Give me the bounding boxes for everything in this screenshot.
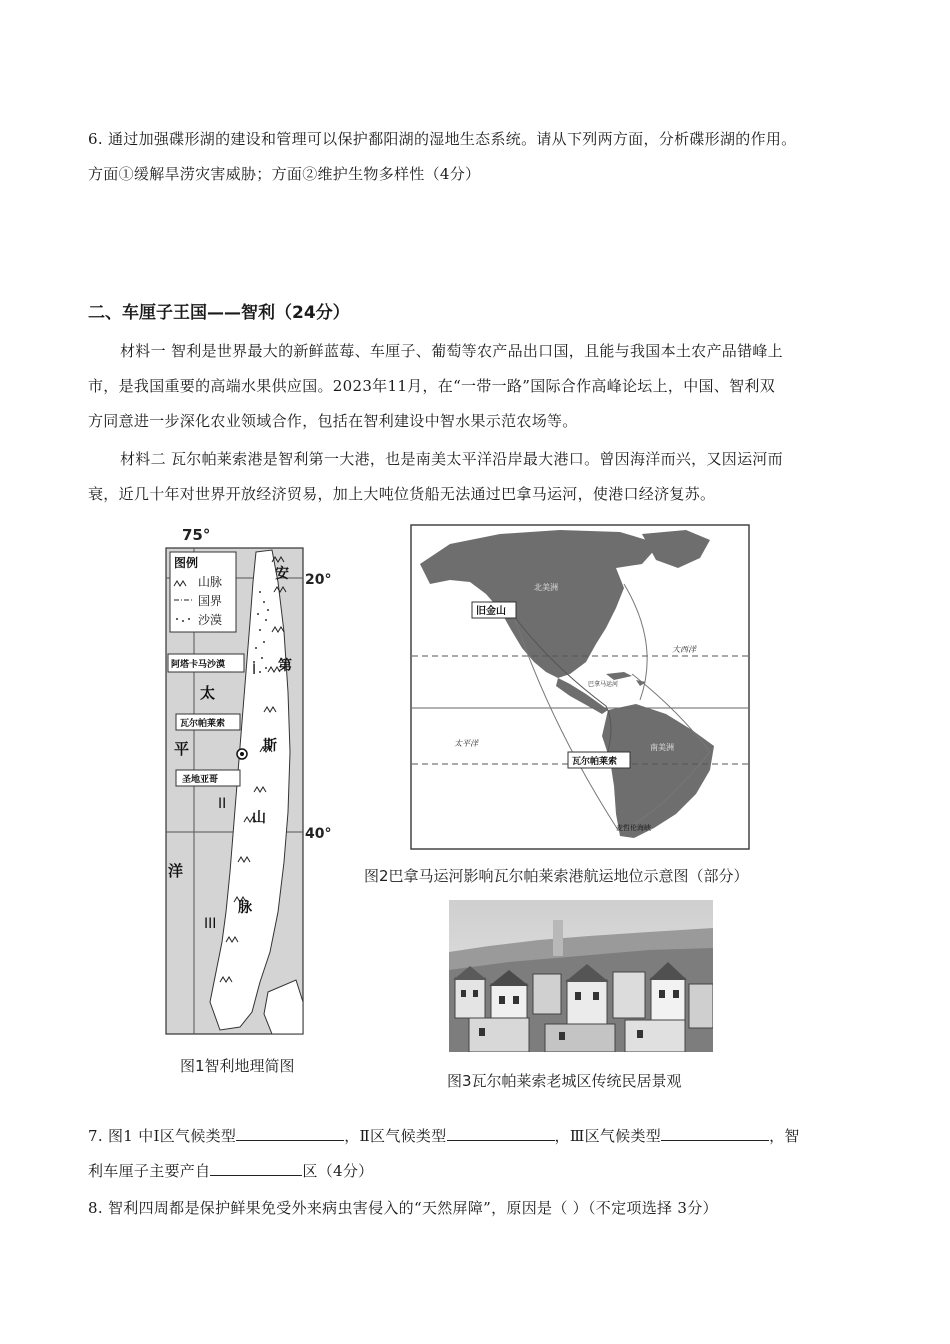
north-america-label: 北美洲 <box>534 583 558 592</box>
fig2-caption: 图2巴拿马运河影响瓦尔帕莱索港航运地位示意图（部分） <box>364 867 749 885</box>
south-america-label: 南美洲 <box>650 743 674 752</box>
legend-mountain: 山脉 <box>198 575 223 589</box>
material1-line-2: 市，是我国重要的高端水果供应国。2023年11月，在“一带一路”国际合作高峰论坛上，中国、智利双 <box>88 377 776 395</box>
valparaiso-photo <box>449 900 713 1052</box>
lat-40-label: 40° <box>305 826 332 842</box>
sf-label: 旧金山 <box>476 606 506 617</box>
legend-border: 国界 <box>198 594 223 608</box>
zone-1-label: I <box>252 662 257 678</box>
section-2-title: 二、车厘子王国——智利（24分） <box>88 303 350 323</box>
zone-2-label: II <box>218 796 227 812</box>
q7-blank-zone2[interactable] <box>447 1126 555 1141</box>
magellan-label: 麦哲伦海峡 <box>616 824 651 832</box>
ocean-char-2: 平 <box>174 740 190 758</box>
q7-line-2 <box>88 1160 373 1181</box>
q7-text-f: 区（4分） <box>302 1162 374 1180</box>
chile-map-figure <box>160 522 340 1042</box>
q7-blank-zone1[interactable] <box>236 1126 344 1141</box>
material1-line-1: 材料一 智利是世界最大的新鲜蓝莓、车厘子、葡萄等农产品出口国，且能与我国本土农产品错峰上 <box>120 342 783 360</box>
q7-text-b: ，Ⅱ区气候类型 <box>344 1127 447 1145</box>
andes-char-1: 安 <box>275 566 289 582</box>
q7-blank-cherry-zone[interactable] <box>210 1161 302 1176</box>
atlantic-label: 大西洋 <box>672 645 696 654</box>
material2-line-1: 材料二 瓦尔帕莱索港是智利第一大港，也是南美太平洋沿岸最大港口。曾因海洋而兴，又因运河而 <box>120 450 783 468</box>
fig3-caption: 图3瓦尔帕莱索老城区传统民居景观 <box>447 1072 682 1090</box>
legend-desert: 沙漠 <box>198 613 223 627</box>
legend-title: 图例 <box>174 556 199 570</box>
ocean-char-3: 洋 <box>168 862 184 880</box>
ocean-char-1: 太 <box>200 684 216 702</box>
q7-blank-zone3[interactable] <box>661 1126 769 1141</box>
q7-line-1 <box>88 1125 800 1146</box>
valparaiso-label: 瓦尔帕莱索 <box>180 719 226 729</box>
material1-line-3: 方同意进一步深化农业领域合作，包括在智利建设中智水果示范农场等。 <box>88 412 578 430</box>
q7-text-d: ，智 <box>769 1127 800 1145</box>
zone-3-label: III <box>204 916 217 932</box>
andes-char-4: 山 <box>252 810 266 826</box>
q7-text-e: 利车厘子主要产自 <box>88 1162 211 1180</box>
q7-text-c: ，Ⅲ区气候类型 <box>554 1127 662 1145</box>
andes-char-3: 斯 <box>263 738 277 754</box>
pacific-label: 太平洋 <box>454 739 478 748</box>
santiago-label: 圣地亚哥 <box>182 775 219 785</box>
fig1-caption: 图1智利地理简图 <box>180 1057 295 1075</box>
q7-text-a: 7. 图1 中Ⅰ区气候类型 <box>88 1127 237 1145</box>
panama-canal-label: 巴拿马运河 <box>588 681 619 688</box>
valparaiso-port-label: 瓦尔帕莱索 <box>572 757 618 767</box>
andes-char-2: 第 <box>278 658 292 674</box>
americas-map-figure <box>410 524 750 850</box>
q8-line: 8. 智利四周都是保护鲜果免受外来病虫害侵入的“天然屏障”，原因是（ ）（不定项选择 3分） <box>88 1199 718 1217</box>
material2-line-2: 衰，近几十年对世界开放经济贸易，加上大吨位货船无法通过巴拿马运河，使港口经济复苏。 <box>88 485 716 503</box>
q6-line-2: 方面①缓解旱涝灾害威胁；方面②维护生物多样性（4分） <box>88 165 481 183</box>
q6-line-1: 6. 通过加强碟形湖的建设和管理可以保护鄱阳湖的湿地生态系统。请从下列两方面，分析碟形湖的作用。 <box>88 130 797 148</box>
longitude-label: 75° <box>182 526 211 544</box>
atacama-label: 阿塔卡马沙漠 <box>171 660 226 670</box>
andes-char-5: 脉 <box>238 900 252 916</box>
lat-20-label: 20° <box>305 572 332 588</box>
